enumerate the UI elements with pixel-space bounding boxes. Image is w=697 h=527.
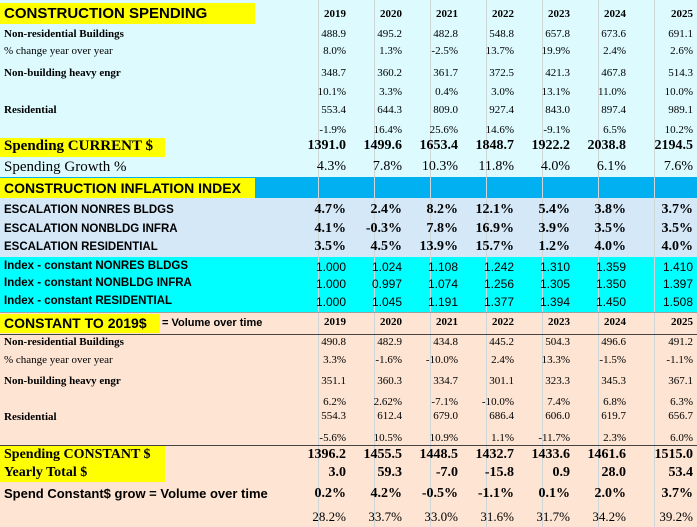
value-cell: 1.377 bbox=[483, 295, 514, 309]
value-cell: -7.1% bbox=[431, 396, 458, 408]
value-cell: 2.4% bbox=[603, 45, 626, 57]
value-cell: 7.8% bbox=[372, 159, 402, 174]
value-cell: 1461.6 bbox=[587, 447, 626, 462]
value-cell: 491.2 bbox=[668, 336, 693, 348]
value-cell: 1.191 bbox=[427, 295, 458, 309]
value-cell: 10.3% bbox=[421, 159, 458, 174]
value-cell: 14.6% bbox=[485, 124, 514, 136]
value-cell: 4.0% bbox=[594, 239, 626, 254]
divider bbox=[0, 334, 697, 335]
row-label: % change year over year bbox=[4, 354, 113, 366]
value-cell: 15.7% bbox=[475, 239, 514, 254]
year-header: 2021 bbox=[436, 316, 458, 328]
value-cell: 367.1 bbox=[668, 375, 693, 387]
value-cell: 1396.2 bbox=[307, 447, 346, 462]
value-cell: 686.4 bbox=[489, 410, 514, 422]
value-cell: -5.6% bbox=[319, 432, 346, 444]
index-label: Index - constant NONBLDG INFRA bbox=[4, 277, 192, 289]
value-cell: 1455.5 bbox=[363, 447, 402, 462]
year-header: 2022 bbox=[492, 8, 514, 20]
value-cell: 1.024 bbox=[371, 260, 402, 274]
value-cell: 10.5% bbox=[373, 432, 402, 444]
value-cell: 482.9 bbox=[377, 336, 402, 348]
value-cell: 656.7 bbox=[668, 410, 693, 422]
value-cell: 2.4% bbox=[491, 354, 514, 366]
section3-subtitle: = Volume over time bbox=[162, 317, 263, 329]
value-cell: -1.5% bbox=[599, 354, 626, 366]
row-label: % change year over year bbox=[4, 45, 113, 57]
value-cell: 1.310 bbox=[539, 260, 570, 274]
value-cell: 10.9% bbox=[429, 432, 458, 444]
escalation-label: ESCALATION NONRES BLDGS bbox=[4, 204, 174, 216]
value-cell: 1.000 bbox=[315, 277, 346, 291]
value-cell: 1.305 bbox=[539, 277, 570, 291]
value-cell: 2.62% bbox=[373, 396, 402, 408]
row-label: Residential bbox=[4, 104, 57, 116]
year-header: 2020 bbox=[380, 316, 402, 328]
value-cell: 3.0 bbox=[328, 465, 346, 480]
value-cell: 2.6% bbox=[670, 45, 693, 57]
value-cell: -1.9% bbox=[319, 124, 346, 136]
value-cell: 11.8% bbox=[478, 159, 514, 174]
year-header: 2024 bbox=[604, 8, 626, 20]
value-cell: 4.0% bbox=[540, 159, 570, 174]
value-cell: 8.0% bbox=[323, 45, 346, 57]
value-cell: 13.1% bbox=[541, 86, 570, 98]
constant-growth-label: Spend Constant$ grow = Volume over time bbox=[4, 486, 268, 501]
year-header: 2021 bbox=[436, 8, 458, 20]
value-cell: 1499.6 bbox=[363, 138, 402, 153]
value-cell: 421.3 bbox=[545, 67, 570, 79]
value-cell: 3.0% bbox=[491, 86, 514, 98]
value-cell: 927.4 bbox=[489, 104, 514, 116]
value-cell: -11.7% bbox=[538, 432, 570, 444]
value-cell: 553.4 bbox=[321, 104, 346, 116]
value-cell: 8.2% bbox=[426, 202, 458, 217]
value-cell: 33.0% bbox=[424, 509, 458, 524]
year-header: 2019 bbox=[324, 8, 346, 20]
value-cell: 612.4 bbox=[377, 410, 402, 422]
value-cell: 482.8 bbox=[433, 28, 458, 40]
value-cell: 4.2% bbox=[370, 486, 402, 501]
value-cell: 1.450 bbox=[595, 295, 626, 309]
value-cell: 490.8 bbox=[321, 336, 346, 348]
value-cell: 467.8 bbox=[601, 67, 626, 79]
value-cell: 1.394 bbox=[539, 295, 570, 309]
value-cell: 360.3 bbox=[377, 375, 402, 387]
value-cell: 1.1% bbox=[491, 432, 514, 444]
yearly-total-label: Yearly Total $ bbox=[4, 465, 88, 480]
value-cell: 504.3 bbox=[545, 336, 570, 348]
value-cell: 1922.2 bbox=[531, 138, 570, 153]
value-cell: 434.8 bbox=[433, 336, 458, 348]
value-cell: 1.359 bbox=[595, 260, 626, 274]
value-cell: 0.9 bbox=[552, 465, 570, 480]
value-cell: 1.000 bbox=[315, 260, 346, 274]
value-cell: 2038.8 bbox=[587, 138, 626, 153]
value-cell: 5.4% bbox=[538, 202, 570, 217]
year-header: 2019 bbox=[324, 316, 346, 328]
value-cell: 351.1 bbox=[321, 375, 346, 387]
value-cell: 1653.4 bbox=[419, 138, 458, 153]
value-cell: 3.5% bbox=[594, 221, 626, 236]
value-cell: 488.9 bbox=[321, 28, 346, 40]
value-cell: 1391.0 bbox=[307, 138, 346, 153]
value-cell: 1.108 bbox=[427, 260, 458, 274]
value-cell: 2.3% bbox=[603, 432, 626, 444]
value-cell: 31.7% bbox=[536, 509, 570, 524]
value-cell: 19.9% bbox=[541, 45, 570, 57]
value-cell: 548.8 bbox=[489, 28, 514, 40]
year-header: 2025 bbox=[671, 316, 693, 328]
value-cell: -7.0 bbox=[435, 465, 458, 480]
value-cell: 644.3 bbox=[377, 104, 402, 116]
value-cell: 4.3% bbox=[316, 159, 346, 174]
value-cell: 2.4% bbox=[370, 202, 402, 217]
value-cell: 0.4% bbox=[435, 86, 458, 98]
value-cell: 1.397 bbox=[662, 277, 693, 291]
value-cell: 1448.5 bbox=[419, 447, 458, 462]
value-cell: 1.074 bbox=[427, 277, 458, 291]
value-cell: 4.0% bbox=[661, 239, 693, 254]
value-cell: 495.2 bbox=[377, 28, 402, 40]
value-cell: 7.8% bbox=[426, 221, 458, 236]
value-cell: 6.1% bbox=[596, 159, 626, 174]
value-cell: 989.1 bbox=[668, 104, 693, 116]
value-cell: 1848.7 bbox=[475, 138, 514, 153]
value-cell: 1515.0 bbox=[654, 447, 693, 462]
value-cell: 3.8% bbox=[594, 202, 626, 217]
value-cell: 679.0 bbox=[433, 410, 458, 422]
value-cell: 3.3% bbox=[379, 86, 402, 98]
value-cell: 6.8% bbox=[603, 396, 626, 408]
value-cell: 28.0 bbox=[601, 465, 626, 480]
value-cell: 1433.6 bbox=[531, 447, 570, 462]
value-cell: 39.2% bbox=[659, 509, 693, 524]
year-header: 2025 bbox=[671, 8, 693, 20]
year-header: 2023 bbox=[548, 316, 570, 328]
value-cell: 1.045 bbox=[371, 295, 402, 309]
index-label: Index - constant NONRES BLDGS bbox=[4, 260, 189, 272]
escalation-label: ESCALATION RESIDENTIAL bbox=[4, 241, 158, 253]
value-cell: 13.9% bbox=[419, 239, 458, 254]
value-cell: 16.4% bbox=[373, 124, 402, 136]
value-cell: 809.0 bbox=[433, 104, 458, 116]
value-cell: 7.6% bbox=[663, 159, 693, 174]
row-label: Residential bbox=[4, 411, 57, 423]
value-cell: -0.3% bbox=[365, 221, 402, 236]
divider bbox=[0, 312, 697, 313]
value-cell: 7.4% bbox=[547, 396, 570, 408]
value-cell: 6.2% bbox=[323, 396, 346, 408]
value-cell: 0.997 bbox=[371, 277, 402, 291]
value-cell: 4.1% bbox=[314, 221, 346, 236]
spending-current-label: Spending CURRENT $ bbox=[4, 138, 153, 154]
value-cell: -10.0% bbox=[481, 396, 514, 408]
value-cell: 0.1% bbox=[538, 486, 570, 501]
value-cell: 445.2 bbox=[489, 336, 514, 348]
year-header: 2020 bbox=[380, 8, 402, 20]
row-label: Non-building heavy engr bbox=[4, 67, 121, 79]
section2-title: CONSTRUCTION INFLATION INDEX bbox=[4, 180, 241, 196]
spending-growth-label: Spending Growth % bbox=[4, 159, 127, 175]
value-cell: -15.8 bbox=[484, 465, 514, 480]
index-label: Index - constant RESIDENTIAL bbox=[4, 295, 173, 307]
value-cell: 372.5 bbox=[489, 67, 514, 79]
value-cell: 554.3 bbox=[321, 410, 346, 422]
value-cell: 34.2% bbox=[592, 509, 626, 524]
year-header: 2024 bbox=[604, 316, 626, 328]
value-cell: 11.0% bbox=[597, 86, 626, 98]
value-cell: 6.0% bbox=[670, 432, 693, 444]
value-cell: 6.5% bbox=[603, 124, 626, 136]
value-cell: 1.256 bbox=[483, 277, 514, 291]
value-cell: 2.0% bbox=[594, 486, 626, 501]
year-header: 2022 bbox=[492, 316, 514, 328]
value-cell: 13.7% bbox=[485, 45, 514, 57]
value-cell: 3.7% bbox=[661, 202, 693, 217]
escalation-label: ESCALATION NONBLDG INFRA bbox=[4, 223, 178, 235]
value-cell: 843.0 bbox=[545, 104, 570, 116]
value-cell: 1.508 bbox=[662, 295, 693, 309]
value-cell: 4.7% bbox=[314, 202, 346, 217]
value-cell: 4.5% bbox=[370, 239, 402, 254]
value-cell: 3.3% bbox=[323, 354, 346, 366]
value-cell: 334.7 bbox=[433, 375, 458, 387]
value-cell: 28.2% bbox=[312, 509, 346, 524]
row-label: Non-residential Buildings bbox=[4, 336, 124, 348]
value-cell: 606.0 bbox=[545, 410, 570, 422]
value-cell: 1.000 bbox=[315, 295, 346, 309]
value-cell: 31.6% bbox=[480, 509, 514, 524]
value-cell: 33.7% bbox=[368, 509, 402, 524]
value-cell: -1.6% bbox=[375, 354, 402, 366]
value-cell: 897.4 bbox=[601, 104, 626, 116]
value-cell: -9.1% bbox=[543, 124, 570, 136]
value-cell: 53.4 bbox=[668, 465, 693, 480]
row-label: Non-residential Buildings bbox=[4, 28, 124, 40]
value-cell: 345.3 bbox=[601, 375, 626, 387]
value-cell: -2.5% bbox=[431, 45, 458, 57]
year-header: 2023 bbox=[548, 8, 570, 20]
spending-constant-label: Spending CONSTANT $ bbox=[4, 447, 151, 462]
value-cell: 1.3% bbox=[379, 45, 402, 57]
value-cell: 10.1% bbox=[317, 86, 346, 98]
value-cell: 0.2% bbox=[314, 486, 346, 501]
value-cell: 16.9% bbox=[475, 221, 514, 236]
value-cell: 1.242 bbox=[483, 260, 514, 274]
value-cell: 3.7% bbox=[661, 486, 693, 501]
value-cell: 1.350 bbox=[595, 277, 626, 291]
value-cell: 6.3% bbox=[670, 396, 693, 408]
value-cell: 691.1 bbox=[668, 28, 693, 40]
value-cell: -0.5% bbox=[421, 486, 458, 501]
value-cell: 1.2% bbox=[538, 239, 570, 254]
value-cell: 10.2% bbox=[664, 124, 693, 136]
value-cell: 25.6% bbox=[429, 124, 458, 136]
section1-title: CONSTRUCTION SPENDING bbox=[4, 5, 208, 22]
value-cell: -1.1% bbox=[477, 486, 514, 501]
value-cell: 348.7 bbox=[321, 67, 346, 79]
value-cell: 673.6 bbox=[601, 28, 626, 40]
row-label: Non-building heavy engr bbox=[4, 375, 121, 387]
value-cell: -1.1% bbox=[666, 354, 693, 366]
value-cell: 3.9% bbox=[538, 221, 570, 236]
value-cell: 1.410 bbox=[662, 260, 693, 274]
value-cell: 2194.5 bbox=[654, 138, 693, 153]
value-cell: 361.7 bbox=[433, 67, 458, 79]
value-cell: 59.3 bbox=[377, 465, 402, 480]
section3-title: CONSTANT TO 2019$ bbox=[4, 315, 147, 331]
value-cell: 360.2 bbox=[377, 67, 402, 79]
value-cell: 12.1% bbox=[475, 202, 514, 217]
value-cell: 514.3 bbox=[668, 67, 693, 79]
value-cell: 619.7 bbox=[601, 410, 626, 422]
value-cell: 13.3% bbox=[541, 354, 570, 366]
value-cell: 1432.7 bbox=[475, 447, 514, 462]
value-cell: 323.3 bbox=[545, 375, 570, 387]
value-cell: 10.0% bbox=[664, 86, 693, 98]
value-cell: 3.5% bbox=[661, 221, 693, 236]
value-cell: 657.8 bbox=[545, 28, 570, 40]
value-cell: 301.1 bbox=[489, 375, 514, 387]
value-cell: 3.5% bbox=[314, 239, 346, 254]
value-cell: -10.0% bbox=[425, 354, 458, 366]
value-cell: 496.6 bbox=[601, 336, 626, 348]
